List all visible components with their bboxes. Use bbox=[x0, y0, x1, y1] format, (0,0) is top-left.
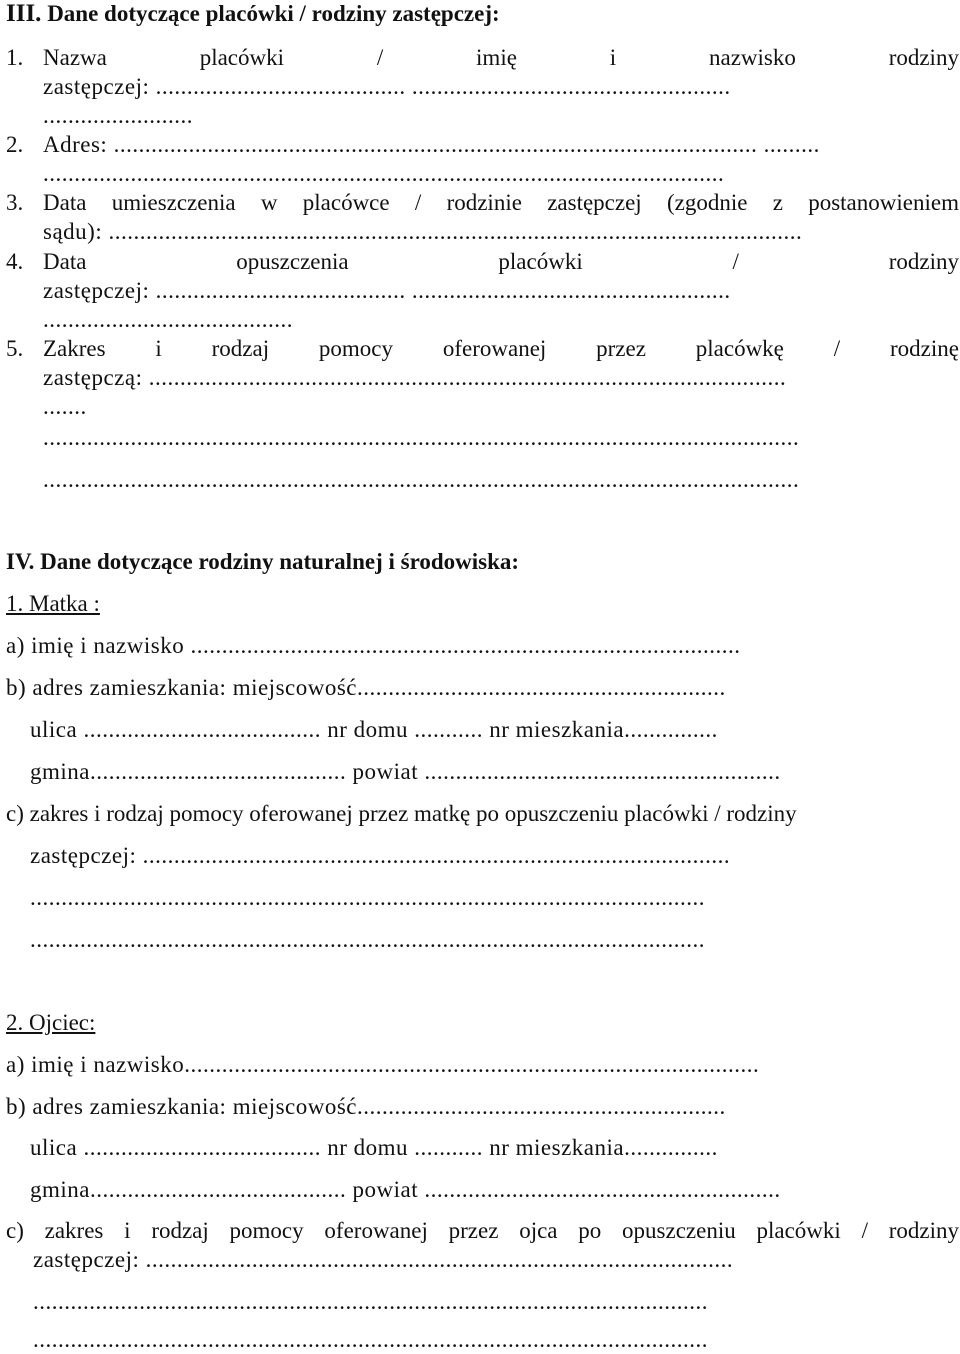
mother-help-label: c) zakres i rodzaj pomocy oferowanej przez matkę po opuszczeniu placówki / rodziny bbox=[6, 801, 797, 826]
item-1-word: Nazwa bbox=[43, 45, 107, 70]
mother-address-field[interactable]: b) adres zamieszkania: miejscowość........................................................... bbox=[6, 675, 726, 700]
item-5-word: oferowanej bbox=[442, 336, 547, 361]
mother-street-field[interactable]: ulica ...................................... nr domu ........... nr mieszkania............... bbox=[30, 717, 718, 742]
item-5-word: placówkę bbox=[695, 336, 784, 361]
item-1-field-line[interactable]: zastępczej: ........................................ ................................................... bbox=[43, 74, 731, 99]
father-name-field[interactable]: a) imię i nazwisko............................................................................................ bbox=[6, 1052, 760, 1077]
item-1-word: rodziny bbox=[888, 45, 959, 70]
item-3-word: z bbox=[772, 190, 783, 215]
item-1-word: i bbox=[609, 45, 617, 70]
item-5-word: przez bbox=[596, 336, 646, 361]
item-4-label bbox=[43, 248, 959, 276]
item-4-field-line[interactable]: ........................................ bbox=[43, 307, 293, 332]
father-help-word: po bbox=[578, 1218, 602, 1243]
item-4-word: rodziny bbox=[888, 249, 959, 274]
item-4-number: 4. bbox=[6, 249, 24, 274]
item-4-word: placówki bbox=[498, 249, 583, 274]
item-3-word: Data bbox=[43, 190, 87, 215]
item-5-word: rodzaj bbox=[211, 336, 270, 361]
item-4-field-line[interactable]: zastępczej: ........................................ ................................................... bbox=[43, 278, 731, 303]
father-address-field[interactable]: b) adres zamieszkania: miejscowość........................................................... bbox=[6, 1094, 726, 1119]
item-3-field-line[interactable]: sądu): ............................................................................................................... bbox=[43, 219, 803, 244]
item-3-word: rodzinie bbox=[446, 190, 522, 215]
item-5-field-line[interactable]: ....... bbox=[43, 394, 87, 419]
item-3-word: umieszczenia bbox=[111, 190, 236, 215]
father-help-field[interactable]: ............................................................................................................ bbox=[33, 1289, 708, 1314]
father-help-word: c) bbox=[6, 1218, 24, 1243]
item-5-word: Zakres bbox=[43, 336, 106, 361]
mother-help-field[interactable]: zastępczej: .............................................................................................. bbox=[30, 843, 731, 868]
mother-name-field[interactable]: a) imię i nazwisko ........................................................................................ bbox=[6, 633, 741, 658]
item-2-field-line[interactable]: Adres: ....................................................................................................... ......... bbox=[43, 132, 820, 157]
father-help-word: pomocy bbox=[229, 1218, 304, 1243]
item-1-word: / bbox=[376, 45, 384, 70]
father-help-word: i bbox=[124, 1218, 131, 1243]
item-4-word: opuszczenia bbox=[236, 249, 349, 274]
father-help-word: oferowanej bbox=[324, 1218, 428, 1243]
father-help-word: rodzaj bbox=[151, 1218, 209, 1243]
mother-gmina-field[interactable]: gmina......................................... powiat ......................................................... bbox=[30, 759, 781, 784]
item-1-field-line[interactable]: ........................ bbox=[43, 103, 193, 128]
section-3-title: Dane dotyczące placówki / rodziny zastępczej: bbox=[47, 1, 500, 26]
mother-heading: 1. Matka : bbox=[6, 591, 100, 616]
item-5-word: rodzinę bbox=[889, 336, 959, 361]
item-1-label bbox=[43, 44, 959, 72]
mother-help-field[interactable]: ............................................................................................................ bbox=[30, 885, 705, 910]
mother-help-field[interactable]: ............................................................................................................ bbox=[30, 927, 705, 952]
item-5-word: i bbox=[155, 336, 162, 361]
item-4-word: / bbox=[732, 249, 739, 274]
item-3-word: placówce bbox=[302, 190, 390, 215]
item-3-word: / bbox=[414, 190, 422, 215]
father-help-word: przez bbox=[448, 1218, 499, 1243]
item-5-field-line[interactable]: ......................................................................................................................... bbox=[43, 425, 800, 450]
item-3-word: w bbox=[260, 190, 278, 215]
section-3-roman: III. bbox=[6, 0, 42, 27]
father-gmina-field[interactable]: gmina......................................... powiat ......................................................... bbox=[30, 1177, 781, 1202]
item-5-word: pomocy bbox=[318, 336, 394, 361]
item-1-number: 1. bbox=[6, 45, 24, 70]
father-help-word: opuszczeniu bbox=[622, 1218, 736, 1243]
father-help-label bbox=[6, 1217, 959, 1245]
section-3-heading bbox=[6, 0, 500, 28]
section-4-heading bbox=[6, 548, 519, 576]
father-help-word: placówki bbox=[756, 1218, 841, 1243]
item-5-label bbox=[43, 335, 959, 363]
father-help-word: zakres bbox=[44, 1218, 104, 1243]
father-help-field[interactable]: ............................................................................................................ bbox=[33, 1327, 708, 1352]
item-2-number: 2. bbox=[6, 132, 24, 157]
father-heading: 2. Ojciec: bbox=[6, 1010, 96, 1035]
item-3-number: 3. bbox=[6, 190, 24, 215]
item-1-word: imię bbox=[476, 45, 517, 70]
item-1-word: placówki bbox=[199, 45, 284, 70]
item-4-word: Data bbox=[43, 249, 87, 274]
section-4-title: Dane dotyczące rodziny naturalnej i środowiska: bbox=[40, 549, 520, 574]
item-3-word: zastępczej bbox=[547, 190, 642, 215]
item-1-word: nazwisko bbox=[708, 45, 796, 70]
item-5-field-line[interactable]: ......................................................................................................................... bbox=[43, 467, 800, 492]
item-5-number: 5. bbox=[6, 336, 24, 361]
item-2-field-line[interactable]: ............................................................................................................. bbox=[43, 161, 725, 186]
father-help-word: / bbox=[861, 1218, 868, 1243]
section-4-roman: IV. bbox=[6, 549, 35, 574]
item-5-field-line[interactable]: zastępczą: ...................................................................................................... bbox=[43, 365, 787, 390]
item-3-label bbox=[43, 189, 959, 217]
father-help-field[interactable]: zastępczej: .............................................................................................. bbox=[33, 1247, 734, 1272]
father-help-word: ojca bbox=[519, 1218, 558, 1243]
father-help-word: rodziny bbox=[888, 1218, 959, 1243]
father-street-field[interactable]: ulica ...................................... nr domu ........... nr mieszkania............... bbox=[30, 1135, 718, 1160]
item-3-word: postanowieniem bbox=[808, 190, 959, 215]
item-5-word: / bbox=[833, 336, 841, 361]
item-3-word: (zgodnie bbox=[666, 190, 748, 215]
